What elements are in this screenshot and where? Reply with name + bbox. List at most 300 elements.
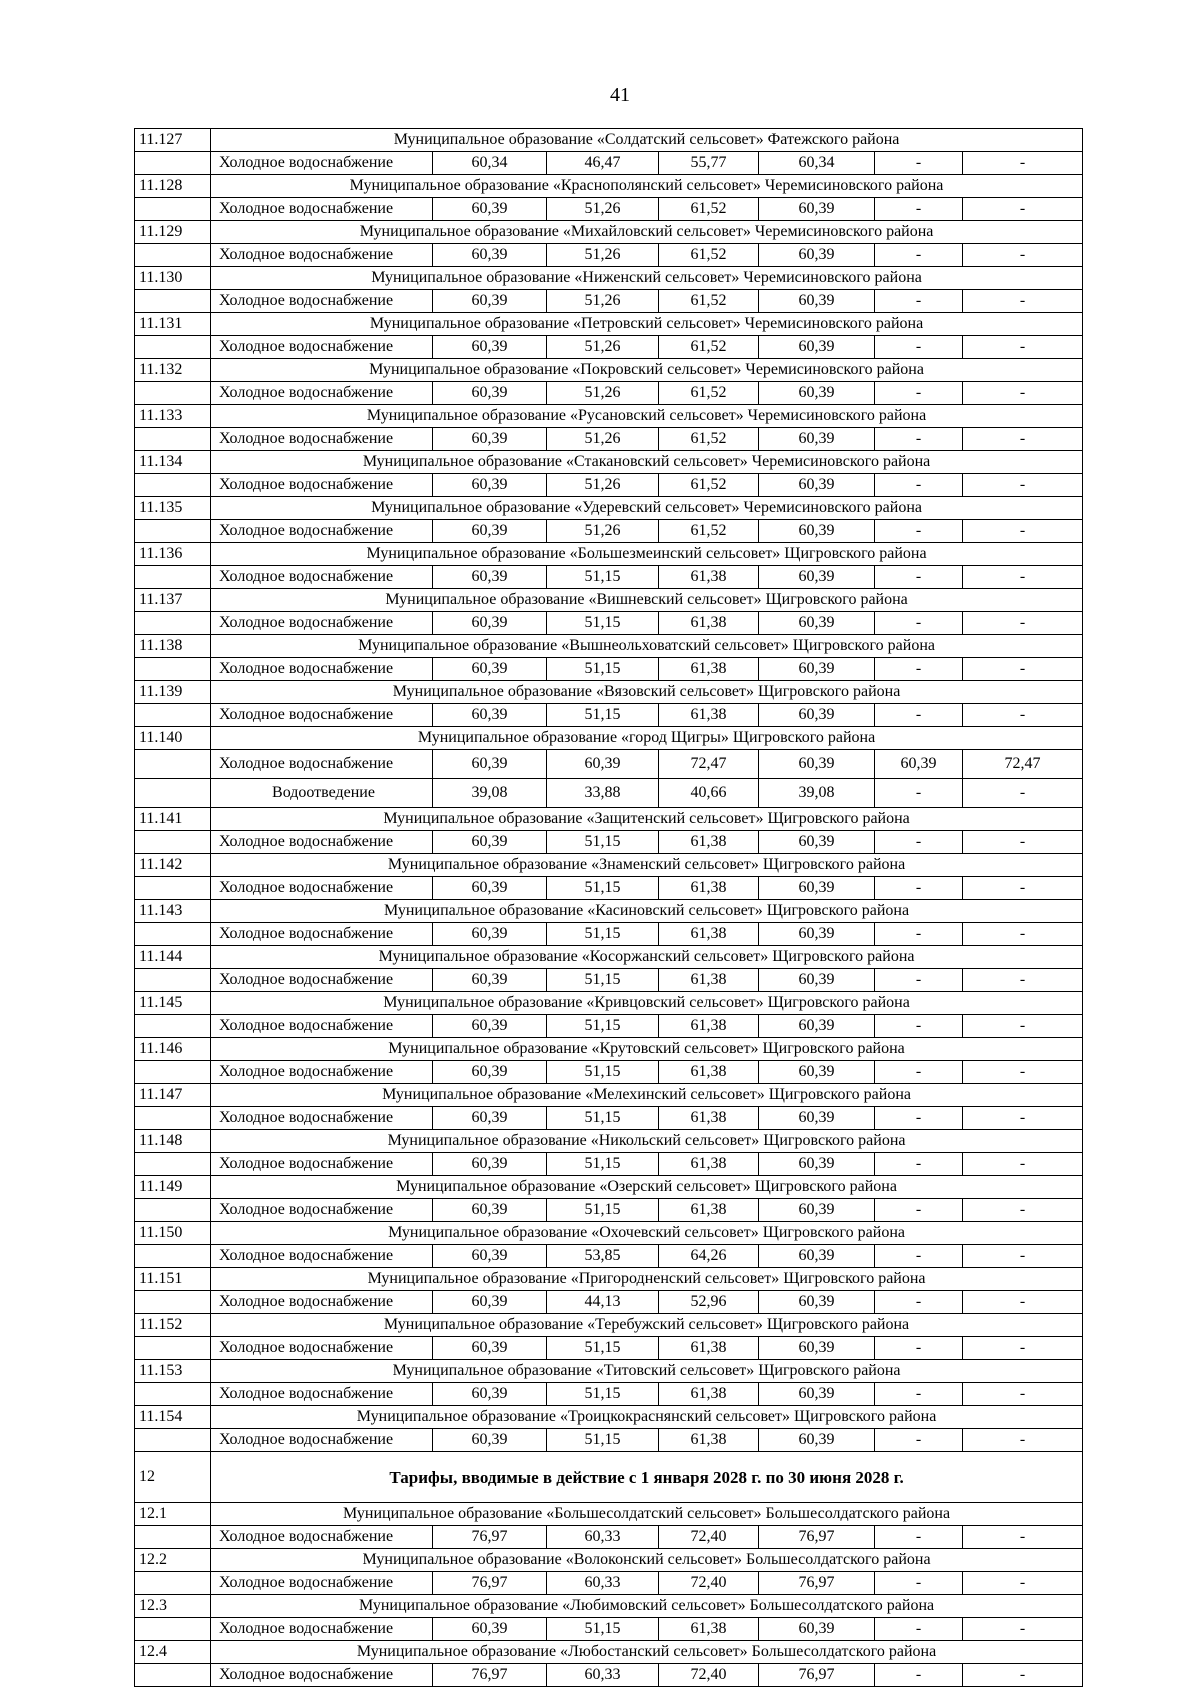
tariff-value: 61,38 xyxy=(659,1153,759,1176)
tariff-value: - xyxy=(963,566,1083,589)
municipality-header-row xyxy=(135,589,1083,612)
empty-number-cell xyxy=(135,1061,211,1084)
tariff-row xyxy=(135,1618,1083,1641)
tariff-value: - xyxy=(875,1153,963,1176)
tariff-value: 51,26 xyxy=(547,382,659,405)
service-name: Холодное водоснабжение xyxy=(211,1383,433,1406)
service-name: Холодное водоснабжение xyxy=(211,428,433,451)
tariff-row xyxy=(135,520,1083,543)
empty-number-cell xyxy=(135,1245,211,1268)
empty-number-cell xyxy=(135,877,211,900)
tariff-value: - xyxy=(963,831,1083,854)
service-name: Холодное водоснабжение xyxy=(211,658,433,681)
tariff-value: 61,38 xyxy=(659,1429,759,1452)
tariff-value: 60,39 xyxy=(433,198,547,221)
item-number: 11.138 xyxy=(135,635,211,658)
tariff-value: 60,39 xyxy=(433,474,547,497)
empty-number-cell xyxy=(135,1337,211,1360)
tariff-value: 76,97 xyxy=(433,1572,547,1595)
tariff-value: - xyxy=(963,1061,1083,1084)
municipality-header-row xyxy=(135,1038,1083,1061)
tariff-value: - xyxy=(875,520,963,543)
service-name: Холодное водоснабжение xyxy=(211,750,433,779)
service-name: Холодное водоснабжение xyxy=(211,1153,433,1176)
tariff-value: 61,38 xyxy=(659,923,759,946)
tariff-value: 53,85 xyxy=(547,1245,659,1268)
municipality-title: Муниципальное образование «Волоконский сельсовет» Большесолдатского района xyxy=(211,1549,1083,1572)
tariff-value: 60,39 xyxy=(759,1015,875,1038)
tariff-row xyxy=(135,1337,1083,1360)
municipality-title: Муниципальное образование «Большесолдатский сельсовет» Большесолдатского района xyxy=(211,1503,1083,1526)
municipality-header-row xyxy=(135,681,1083,704)
tariff-value: - xyxy=(875,877,963,900)
item-number: 11.144 xyxy=(135,946,211,969)
tariff-value: 76,97 xyxy=(759,1526,875,1549)
tariff-row xyxy=(135,1291,1083,1314)
tariff-value: 51,15 xyxy=(547,1429,659,1452)
item-number: 11.140 xyxy=(135,727,211,750)
tariff-value: 46,47 xyxy=(547,152,659,175)
municipality-header-row xyxy=(135,992,1083,1015)
tariff-row xyxy=(135,336,1083,359)
tariff-value: 61,52 xyxy=(659,198,759,221)
tariff-value: 52,96 xyxy=(659,1291,759,1314)
tariff-value: 60,39 xyxy=(759,1618,875,1641)
tariff-value: - xyxy=(875,1429,963,1452)
municipality-title: Муниципальное образование «Охочевский сельсовет» Щигровского района xyxy=(211,1222,1083,1245)
municipality-header-row xyxy=(135,497,1083,520)
tariff-value: 51,15 xyxy=(547,923,659,946)
tariff-value: 51,26 xyxy=(547,336,659,359)
tariff-row xyxy=(135,1245,1083,1268)
item-number: 12.2 xyxy=(135,1549,211,1572)
tariff-value: 61,38 xyxy=(659,831,759,854)
tariff-row xyxy=(135,474,1083,497)
tariff-value: 60,33 xyxy=(547,1526,659,1549)
empty-number-cell xyxy=(135,290,211,313)
tariff-value: - xyxy=(963,779,1083,808)
tariff-value: 61,52 xyxy=(659,244,759,267)
tariff-value: 51,15 xyxy=(547,877,659,900)
tariff-value: 60,39 xyxy=(875,750,963,779)
tariff-value: - xyxy=(963,520,1083,543)
tariff-value: 61,38 xyxy=(659,612,759,635)
empty-number-cell xyxy=(135,750,211,779)
tariff-value: 60,39 xyxy=(759,566,875,589)
tariff-value: - xyxy=(963,1526,1083,1549)
municipality-header-row xyxy=(135,1314,1083,1337)
tariff-value: - xyxy=(875,1572,963,1595)
empty-number-cell xyxy=(135,1199,211,1222)
tariff-value: - xyxy=(875,923,963,946)
empty-number-cell xyxy=(135,428,211,451)
municipality-header-row xyxy=(135,900,1083,923)
municipality-title: Муниципальное образование «Пригородненский сельсовет» Щигровского района xyxy=(211,1268,1083,1291)
tariff-value: 60,39 xyxy=(433,704,547,727)
tariff-value: 60,39 xyxy=(433,1107,547,1130)
tariff-value: 60,39 xyxy=(433,428,547,451)
tariff-value: - xyxy=(875,1245,963,1268)
service-name: Холодное водоснабжение xyxy=(211,1291,433,1314)
tariff-value: 60,39 xyxy=(759,290,875,313)
item-number: 11.139 xyxy=(135,681,211,704)
municipality-title: Муниципальное образование «Теребужский сельсовет» Щигровского района xyxy=(211,1314,1083,1337)
tariff-value: 61,38 xyxy=(659,969,759,992)
tariff-value: - xyxy=(875,704,963,727)
municipality-header-row xyxy=(135,1595,1083,1618)
municipality-header-row xyxy=(135,1176,1083,1199)
tariff-table xyxy=(134,128,1083,1687)
service-name: Холодное водоснабжение xyxy=(211,877,433,900)
tariff-value: - xyxy=(875,1664,963,1687)
municipality-header-row xyxy=(135,635,1083,658)
tariff-value: 61,38 xyxy=(659,1383,759,1406)
municipality-header-row xyxy=(135,313,1083,336)
item-number: 11.133 xyxy=(135,405,211,428)
empty-number-cell xyxy=(135,474,211,497)
tariff-value: 60,39 xyxy=(759,831,875,854)
tariff-value: 51,15 xyxy=(547,566,659,589)
tariff-value: - xyxy=(875,336,963,359)
tariff-row xyxy=(135,1107,1083,1130)
tariff-value: 60,39 xyxy=(433,244,547,267)
tariff-value: 60,39 xyxy=(433,290,547,313)
tariff-value: 60,39 xyxy=(433,1153,547,1176)
tariff-row xyxy=(135,831,1083,854)
municipality-title: Муниципальное образование «Покровский сельсовет» Черемисиновского района xyxy=(211,359,1083,382)
municipality-header-row xyxy=(135,1222,1083,1245)
tariff-value: - xyxy=(963,1015,1083,1038)
municipality-title: Муниципальное образование «Удеревский сельсовет» Черемисиновского района xyxy=(211,497,1083,520)
service-name: Холодное водоснабжение xyxy=(211,336,433,359)
tariff-row xyxy=(135,382,1083,405)
tariff-value: 60,39 xyxy=(433,566,547,589)
empty-number-cell xyxy=(135,969,211,992)
tariff-value: 44,13 xyxy=(547,1291,659,1314)
service-name: Холодное водоснабжение xyxy=(211,152,433,175)
tariff-value: 72,47 xyxy=(659,750,759,779)
tariff-value: - xyxy=(963,658,1083,681)
tariff-value: 40,66 xyxy=(659,779,759,808)
empty-number-cell xyxy=(135,244,211,267)
municipality-header-row xyxy=(135,1641,1083,1664)
item-number: 11.142 xyxy=(135,854,211,877)
tariff-value: 60,34 xyxy=(433,152,547,175)
item-number: 11.153 xyxy=(135,1360,211,1383)
municipality-header-row xyxy=(135,267,1083,290)
tariff-value: - xyxy=(875,831,963,854)
tariff-value: 76,97 xyxy=(433,1664,547,1687)
empty-number-cell xyxy=(135,1107,211,1130)
tariff-row xyxy=(135,1199,1083,1222)
empty-number-cell xyxy=(135,1618,211,1641)
section-title: Тарифы, вводимые в действие с 1 января 2028 г. по 30 июня 2028 г. xyxy=(211,1452,1083,1503)
tariff-value: 72,47 xyxy=(963,750,1083,779)
tariff-row xyxy=(135,1015,1083,1038)
tariff-value: 51,26 xyxy=(547,198,659,221)
tariff-row xyxy=(135,566,1083,589)
empty-number-cell xyxy=(135,1664,211,1687)
municipality-header-row xyxy=(135,727,1083,750)
item-number: 11.136 xyxy=(135,543,211,566)
tariff-value: - xyxy=(875,1199,963,1222)
tariff-value: 61,38 xyxy=(659,1015,759,1038)
tariff-value: 60,39 xyxy=(433,336,547,359)
tariff-value: 60,39 xyxy=(759,658,875,681)
municipality-title: Муниципальное образование «Знаменский сельсовет» Щигровского района xyxy=(211,854,1083,877)
item-number: 11.152 xyxy=(135,1314,211,1337)
tariff-value: 60,39 xyxy=(759,1337,875,1360)
tariff-value: 60,39 xyxy=(433,520,547,543)
municipality-header-row xyxy=(135,1360,1083,1383)
tariff-value: 61,52 xyxy=(659,474,759,497)
municipality-header-row xyxy=(135,808,1083,831)
tariff-value: - xyxy=(875,382,963,405)
tariff-value: 61,52 xyxy=(659,290,759,313)
tariff-value: - xyxy=(875,244,963,267)
service-name: Холодное водоснабжение xyxy=(211,1107,433,1130)
empty-number-cell xyxy=(135,658,211,681)
service-name: Холодное водоснабжение xyxy=(211,566,433,589)
service-name: Холодное водоснабжение xyxy=(211,831,433,854)
item-number: 11.154 xyxy=(135,1406,211,1429)
service-name: Холодное водоснабжение xyxy=(211,382,433,405)
tariff-value: 61,38 xyxy=(659,1618,759,1641)
tariff-row xyxy=(135,750,1083,779)
service-name: Холодное водоснабжение xyxy=(211,1572,433,1595)
municipality-title: Муниципальное образование «Титовский сельсовет» Щигровского района xyxy=(211,1360,1083,1383)
tariff-value: - xyxy=(963,1291,1083,1314)
tariff-value: 51,15 xyxy=(547,658,659,681)
tariff-value: 39,08 xyxy=(433,779,547,808)
tariff-value: 61,38 xyxy=(659,566,759,589)
municipality-title: Муниципальное образование «Краснополянский сельсовет» Черемисиновского района xyxy=(211,175,1083,198)
tariff-value: 51,26 xyxy=(547,474,659,497)
tariff-value: 60,39 xyxy=(433,1383,547,1406)
tariff-value: 61,38 xyxy=(659,1061,759,1084)
tariff-value: - xyxy=(875,1337,963,1360)
tariff-value: - xyxy=(875,969,963,992)
service-name: Холодное водоснабжение xyxy=(211,1664,433,1687)
municipality-title: Муниципальное образование «Солдатский сельсовет» Фатежского района xyxy=(211,129,1083,152)
tariff-value: 60,39 xyxy=(759,1383,875,1406)
tariff-value: - xyxy=(875,1526,963,1549)
service-name: Холодное водоснабжение xyxy=(211,1526,433,1549)
service-name: Холодное водоснабжение xyxy=(211,1061,433,1084)
tariff-value: 61,38 xyxy=(659,658,759,681)
item-number: 11.135 xyxy=(135,497,211,520)
tariff-row xyxy=(135,1061,1083,1084)
tariff-value: - xyxy=(875,612,963,635)
tariff-row xyxy=(135,1572,1083,1595)
service-name: Холодное водоснабжение xyxy=(211,923,433,946)
tariff-value: 33,88 xyxy=(547,779,659,808)
tariff-value: 60,39 xyxy=(433,969,547,992)
tariff-value: 61,52 xyxy=(659,382,759,405)
service-name: Холодное водоснабжение xyxy=(211,198,433,221)
item-number: 12.4 xyxy=(135,1641,211,1664)
tariff-value: 60,39 xyxy=(433,1618,547,1641)
tariff-value: - xyxy=(875,658,963,681)
tariff-value: 60,39 xyxy=(759,244,875,267)
empty-number-cell xyxy=(135,831,211,854)
tariff-value: - xyxy=(963,704,1083,727)
municipality-title: Муниципальное образование «Кривцовский сельсовет» Щигровского района xyxy=(211,992,1083,1015)
tariff-value: - xyxy=(963,969,1083,992)
service-name: Холодное водоснабжение xyxy=(211,520,433,543)
municipality-header-row xyxy=(135,1549,1083,1572)
municipality-title: Муниципальное образование «Вязовский сельсовет» Щигровского района xyxy=(211,681,1083,704)
tariff-value: 72,40 xyxy=(659,1526,759,1549)
tariff-value: 60,39 xyxy=(759,1153,875,1176)
tariff-value: - xyxy=(963,290,1083,313)
empty-number-cell xyxy=(135,779,211,808)
tariff-value: 60,39 xyxy=(759,969,875,992)
empty-number-cell xyxy=(135,382,211,405)
tariff-value: - xyxy=(875,474,963,497)
tariff-value: 60,39 xyxy=(433,1291,547,1314)
tariff-row xyxy=(135,779,1083,808)
tariff-row xyxy=(135,704,1083,727)
tariff-table-body xyxy=(135,129,1083,1687)
tariff-value: 51,26 xyxy=(547,428,659,451)
item-number: 11.131 xyxy=(135,313,211,336)
item-number: 11.148 xyxy=(135,1130,211,1153)
municipality-header-row xyxy=(135,1268,1083,1291)
tariff-row xyxy=(135,1526,1083,1549)
municipality-header-row xyxy=(135,854,1083,877)
tariff-value: - xyxy=(875,1107,963,1130)
tariff-value: 60,39 xyxy=(759,1199,875,1222)
empty-number-cell xyxy=(135,152,211,175)
municipality-title: Муниципальное образование «Стакановский сельсовет» Черемисиновского района xyxy=(211,451,1083,474)
municipality-title: Муниципальное образование «Большезмеинский сельсовет» Щигровского района xyxy=(211,543,1083,566)
tariff-value: 60,39 xyxy=(433,1061,547,1084)
item-number: 11.146 xyxy=(135,1038,211,1061)
tariff-value: 60,39 xyxy=(547,750,659,779)
tariff-value: 60,39 xyxy=(759,923,875,946)
service-name: Холодное водоснабжение xyxy=(211,1337,433,1360)
tariff-value: 60,39 xyxy=(759,1245,875,1268)
tariff-value: - xyxy=(875,566,963,589)
municipality-title: Муниципальное образование «Любостанский сельсовет» Большесолдатского района xyxy=(211,1641,1083,1664)
item-number: 11.127 xyxy=(135,129,211,152)
empty-number-cell xyxy=(135,1383,211,1406)
tariff-value: - xyxy=(963,1199,1083,1222)
tariff-value: 60,39 xyxy=(433,658,547,681)
item-number: 11.143 xyxy=(135,900,211,923)
tariff-value: - xyxy=(963,1572,1083,1595)
tariff-value: 61,38 xyxy=(659,1107,759,1130)
tariff-value: 76,97 xyxy=(433,1526,547,1549)
item-number: 11.150 xyxy=(135,1222,211,1245)
service-name: Холодное водоснабжение xyxy=(211,1199,433,1222)
section-header-row xyxy=(135,1452,1083,1503)
empty-number-cell xyxy=(135,566,211,589)
service-name: Холодное водоснабжение xyxy=(211,704,433,727)
tariff-value: 51,15 xyxy=(547,1107,659,1130)
municipality-header-row xyxy=(135,405,1083,428)
tariff-value: - xyxy=(963,1107,1083,1130)
tariff-value: 60,39 xyxy=(759,474,875,497)
tariff-value: - xyxy=(963,1429,1083,1452)
tariff-value: 51,15 xyxy=(547,1015,659,1038)
tariff-value: 51,15 xyxy=(547,1199,659,1222)
tariff-value: 51,15 xyxy=(547,1061,659,1084)
empty-number-cell xyxy=(135,1526,211,1549)
service-name: Водоотведение xyxy=(211,779,433,808)
municipality-title: Муниципальное образование «Касиновский сельсовет» Щигровского района xyxy=(211,900,1083,923)
empty-number-cell xyxy=(135,520,211,543)
tariff-row xyxy=(135,152,1083,175)
municipality-title: Муниципальное образование «Троицкокраснянский сельсовет» Щигровского района xyxy=(211,1406,1083,1429)
tariff-value: 61,38 xyxy=(659,1199,759,1222)
tariff-value: 60,33 xyxy=(547,1572,659,1595)
service-name: Холодное водоснабжение xyxy=(211,474,433,497)
service-name: Холодное водоснабжение xyxy=(211,612,433,635)
service-name: Холодное водоснабжение xyxy=(211,290,433,313)
tariff-value: 51,26 xyxy=(547,520,659,543)
tariff-value: - xyxy=(963,1153,1083,1176)
tariff-value: - xyxy=(963,152,1083,175)
tariff-value: 51,15 xyxy=(547,612,659,635)
municipality-header-row xyxy=(135,221,1083,244)
tariff-value: 55,77 xyxy=(659,152,759,175)
item-number: 11.147 xyxy=(135,1084,211,1107)
tariff-value: - xyxy=(875,152,963,175)
service-name: Холодное водоснабжение xyxy=(211,1245,433,1268)
tariff-value: 51,15 xyxy=(547,969,659,992)
municipality-header-row xyxy=(135,1503,1083,1526)
service-name: Холодное водоснабжение xyxy=(211,969,433,992)
tariff-value: 60,39 xyxy=(433,750,547,779)
item-number: 11.132 xyxy=(135,359,211,382)
tariff-value: 60,39 xyxy=(759,1291,875,1314)
item-number: 11.128 xyxy=(135,175,211,198)
municipality-header-row xyxy=(135,175,1083,198)
service-name: Холодное водоснабжение xyxy=(211,1015,433,1038)
tariff-value: 61,52 xyxy=(659,520,759,543)
tariff-row xyxy=(135,1153,1083,1176)
tariff-value: 60,39 xyxy=(433,1015,547,1038)
tariff-value: 61,38 xyxy=(659,704,759,727)
tariff-value: 51,26 xyxy=(547,290,659,313)
service-name: Холодное водоснабжение xyxy=(211,1618,433,1641)
tariff-value: 61,52 xyxy=(659,428,759,451)
tariff-value: 60,39 xyxy=(759,382,875,405)
tariff-row xyxy=(135,290,1083,313)
tariff-value: 60,39 xyxy=(759,1429,875,1452)
tariff-value: 51,15 xyxy=(547,1153,659,1176)
municipality-title: Муниципальное образование «Русановский сельсовет» Черемисиновского района xyxy=(211,405,1083,428)
tariff-value: - xyxy=(875,1618,963,1641)
item-number: 11.151 xyxy=(135,1268,211,1291)
tariff-value: - xyxy=(875,1061,963,1084)
tariff-value: 60,39 xyxy=(759,198,875,221)
tariff-value: 51,15 xyxy=(547,831,659,854)
tariff-value: 61,38 xyxy=(659,1337,759,1360)
empty-number-cell xyxy=(135,198,211,221)
municipality-title: Муниципальное образование «Крутовский сельсовет» Щигровского района xyxy=(211,1038,1083,1061)
empty-number-cell xyxy=(135,1153,211,1176)
tariff-value: 60,39 xyxy=(433,612,547,635)
tariff-value: 51,15 xyxy=(547,1618,659,1641)
item-number: 12.3 xyxy=(135,1595,211,1618)
tariff-value: 76,97 xyxy=(759,1664,875,1687)
tariff-value: 72,40 xyxy=(659,1572,759,1595)
municipality-title: Муниципальное образование «Мелехинский сельсовет» Щигровского района xyxy=(211,1084,1083,1107)
item-number: 11.134 xyxy=(135,451,211,474)
